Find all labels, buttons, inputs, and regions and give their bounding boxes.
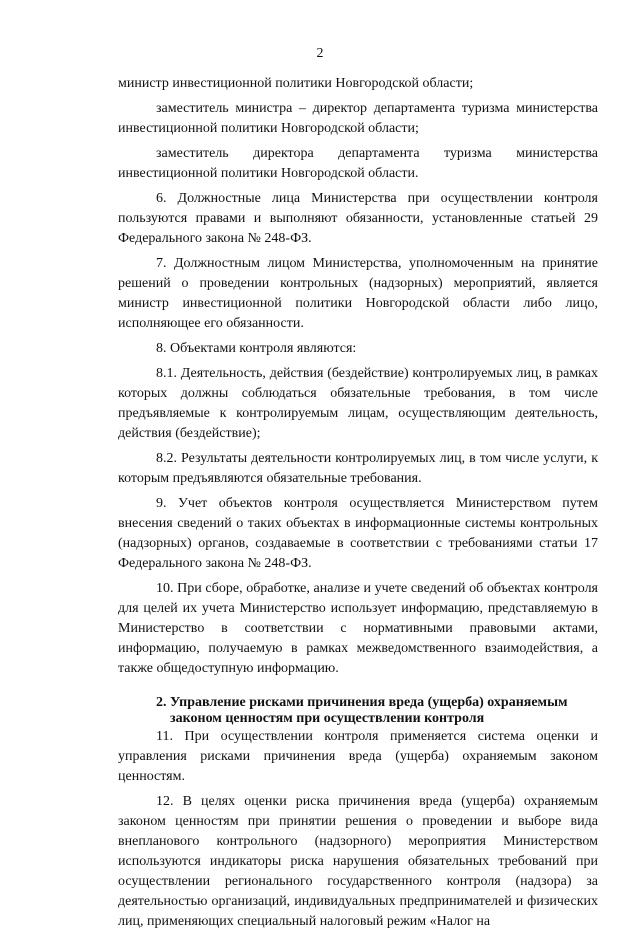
paragraph: 8.1. Деятельность, действия (бездействие) контролируемых лиц, в рамках которых должны соблюдаться обязательные требования, в том числе предъявляемые к контролируемым лицам, осуществляющим деятельность, действия (бездействие); bbox=[118, 366, 598, 441]
paragraph: 10. При сборе, обработке, анализе и учете сведений об объектах контроля для целей их учета Министерство использует информацию, представляемую в Министерство в соответствии с нормативными правовыми актами, информацию, получаемую в рамках межведомственного взаимодействия, а также общедоступную информацию. bbox=[118, 581, 598, 676]
paragraph: 7. Должностным лицом Министерства, уполномоченным на принятие решений о проведении контрольных (надзорных) мероприятий, является министр инвестиционной политики Новгородской области либо лицо, исполняющее его обязанности. bbox=[118, 256, 598, 331]
paragraph: заместитель директора департамента туризма министерства инвестиционной политики Новгородской области. bbox=[118, 146, 598, 181]
paragraph: заместитель министра – директор департамента туризма министерства инвестиционной политики Новгородской области; bbox=[118, 101, 598, 136]
paragraph: 9. Учет объектов контроля осуществляется Министерством путем внесения сведений о таких объектах в информационные системы контрольных (надзорных) органов, создаваемые в соответствии с требованиями статьи 17 Федерального закона № 248-ФЗ. bbox=[118, 496, 598, 571]
paragraph: 12. В целях оценки риска причинения вреда (ущерба) охраняемым законом ценностям при принятии решения о проведении и выборе вида внепланового контрольного (надзорного) мероприятия Министерством используются индикаторы риска нарушения обязательных требований при осуществлении регионального государственного контроля (надзора) за деятельностью организаций, индивидуальных предпринимателей и физических лиц, применяющих специальный налоговый режим «Налог на bbox=[118, 794, 598, 929]
paragraph: 8.2. Результаты деятельности контролируемых лиц, в том числе услуги, к которым предъявляются обязательные требования. bbox=[118, 451, 598, 486]
paragraph: министр инвестиционной политики Новгородской области; bbox=[118, 76, 474, 91]
paragraph: 11. При осуществлении контроля применяется система оценки и управления рисками причинения вреда (ущерба) охраняемым законом ценностям. bbox=[118, 729, 598, 784]
section-heading-line-1: 2. Управление рисками причинения вреда (ущерба) охраняемым bbox=[156, 695, 568, 710]
paragraph: 6. Должностные лица Министерства при осуществлении контроля пользуются правами и выполняют обязанности, установленные статьей 29 Федерального закона № 248-ФЗ. bbox=[118, 191, 598, 246]
page-number: 2 bbox=[316, 46, 324, 61]
paragraph: 8. Объектами контроля являются: bbox=[156, 341, 357, 356]
document-body bbox=[118, 74, 598, 937]
section-heading bbox=[118, 695, 598, 727]
section-heading-line-2: законом ценностям при осуществлении контроля bbox=[170, 711, 485, 726]
